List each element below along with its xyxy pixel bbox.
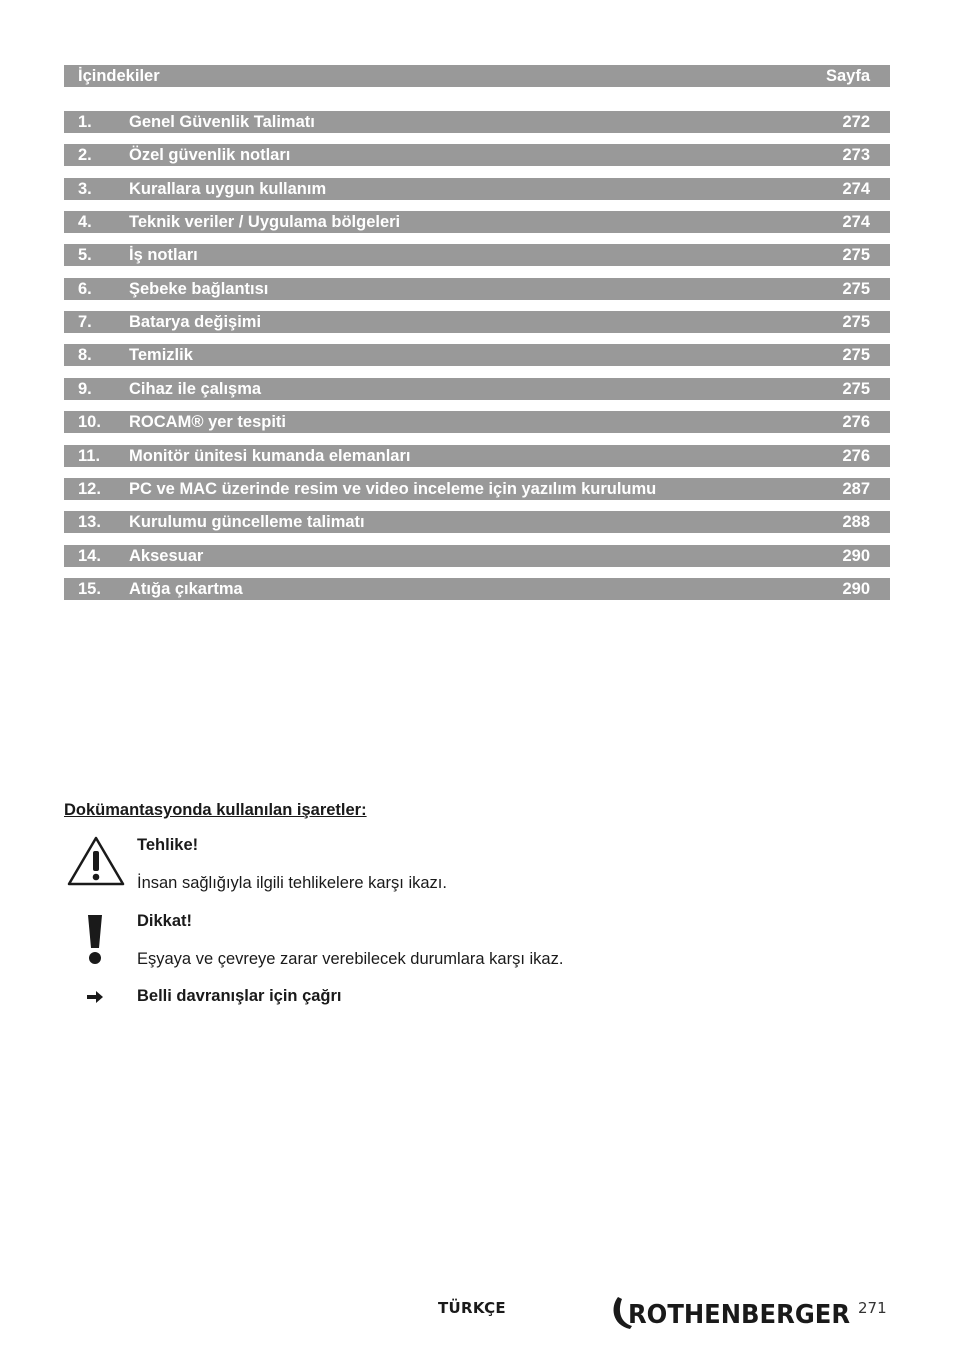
toc-row-page: 275 — [842, 380, 870, 398]
toc-row-title: Atığa çıkartma — [129, 580, 243, 598]
toc-row-page: 290 — [842, 580, 870, 598]
toc-row-page: 276 — [842, 413, 870, 431]
toc-row-title: ROCAM® yer tespiti — [129, 413, 287, 431]
toc-row-page: 275 — [842, 280, 870, 298]
toc-row-number: 11. — [78, 447, 101, 465]
toc-row-number: 10. — [78, 413, 101, 431]
toc-row-page: 275 — [842, 246, 870, 264]
toc-row[interactable] — [64, 311, 890, 333]
toc-row-page: 274 — [842, 180, 870, 198]
toc-row-number: 13. — [78, 513, 101, 531]
toc-row-title: Batarya değişimi — [129, 313, 262, 331]
toc-row-title: Teknik veriler / Uygulama bölgeleri — [129, 213, 401, 231]
warning-triangle-icon — [66, 835, 126, 887]
rothenberger-logo — [608, 1293, 856, 1340]
toc-row[interactable] — [64, 578, 890, 600]
toc-row-title: Kurallara uygun kullanım — [129, 180, 327, 198]
toc-row[interactable] — [64, 344, 890, 366]
toc-row-page: 274 — [842, 213, 870, 231]
toc-row-page: 276 — [842, 447, 870, 465]
toc-row-title: Şebeke bağlantısı — [129, 280, 269, 298]
toc-row-number: 3. — [78, 180, 92, 198]
toc-row[interactable] — [64, 244, 890, 266]
danger-title: Tehlike! — [137, 836, 199, 854]
danger-text: İnsan sağlığıyla ilgili tehlikelere karşı ikazı. — [137, 874, 447, 892]
toc-row[interactable] — [64, 478, 890, 500]
toc-row-number: 6. — [78, 280, 92, 298]
svg-text:ROTHENBERGER: ROTHENBERGER — [628, 1300, 850, 1330]
page-number: 271 — [858, 1299, 887, 1317]
toc-row-number: 15. — [78, 580, 101, 598]
toc-row-number: 14. — [78, 547, 101, 565]
toc-row-page: 288 — [842, 513, 870, 531]
brand-logo-icon — [608, 1293, 856, 1335]
toc-row[interactable] — [64, 111, 890, 133]
exclamation-icon — [84, 912, 106, 966]
toc-row-number: 4. — [78, 213, 92, 231]
action-text: Belli davranışlar için çağrı — [137, 987, 342, 1005]
toc-row[interactable] — [64, 511, 890, 533]
toc-row[interactable] — [64, 545, 890, 567]
toc-row-title: Temizlik — [129, 346, 193, 364]
toc-row-number: 2. — [78, 146, 92, 164]
toc-row-title: PC ve MAC üzerinde resim ve video inceleme için yazılım kurulumu — [129, 480, 657, 498]
toc-row-page: 275 — [842, 313, 870, 331]
toc-row-title: Özel güvenlik notları — [129, 146, 291, 164]
arrow-right-icon — [86, 989, 104, 1005]
toc-row-title: Cihaz ile çalışma — [129, 380, 262, 398]
toc-row-number: 5. — [78, 246, 92, 264]
toc-row[interactable] — [64, 211, 890, 233]
caution-title: Dikkat! — [137, 912, 193, 930]
toc-row-number: 8. — [78, 346, 92, 364]
toc-row-number: 12. — [78, 480, 101, 498]
toc-row[interactable] — [64, 178, 890, 200]
toc-row[interactable] — [64, 411, 890, 433]
toc-row-title: Aksesuar — [129, 547, 204, 565]
toc-row-title: İş notları — [129, 246, 198, 264]
toc-header — [64, 65, 890, 87]
footer-language: TÜRKÇE — [438, 1299, 506, 1317]
toc-row[interactable] — [64, 278, 890, 300]
toc-header-page: Sayfa — [825, 67, 870, 85]
toc-row[interactable] — [64, 445, 890, 467]
toc-row[interactable] — [64, 378, 890, 400]
toc-row-page: 272 — [842, 113, 870, 131]
toc-row-number: 7. — [78, 313, 92, 331]
toc-row-page: 275 — [842, 346, 870, 364]
toc-row-title: Kurulumu güncelleme talimatı — [129, 513, 365, 531]
toc-row-title: Genel Güvenlik Talimatı — [129, 113, 315, 131]
toc-row-number: 9. — [78, 380, 92, 398]
toc-row-page: 287 — [842, 480, 870, 498]
toc-header-title: İçindekiler — [78, 67, 160, 85]
toc-row-title: Monitör ünitesi kumanda elemanları — [129, 447, 411, 465]
toc-row-page: 290 — [842, 547, 870, 565]
toc-row-number: 1. — [78, 113, 92, 131]
legend-heading: Dokümantasyonda kullanılan işaretler: — [64, 801, 367, 819]
caution-text: Eşyaya ve çevreye zarar verebilecek durumlara karşı ikaz. — [137, 950, 564, 968]
toc-row[interactable] — [64, 144, 890, 166]
toc-row-page: 273 — [842, 146, 870, 164]
